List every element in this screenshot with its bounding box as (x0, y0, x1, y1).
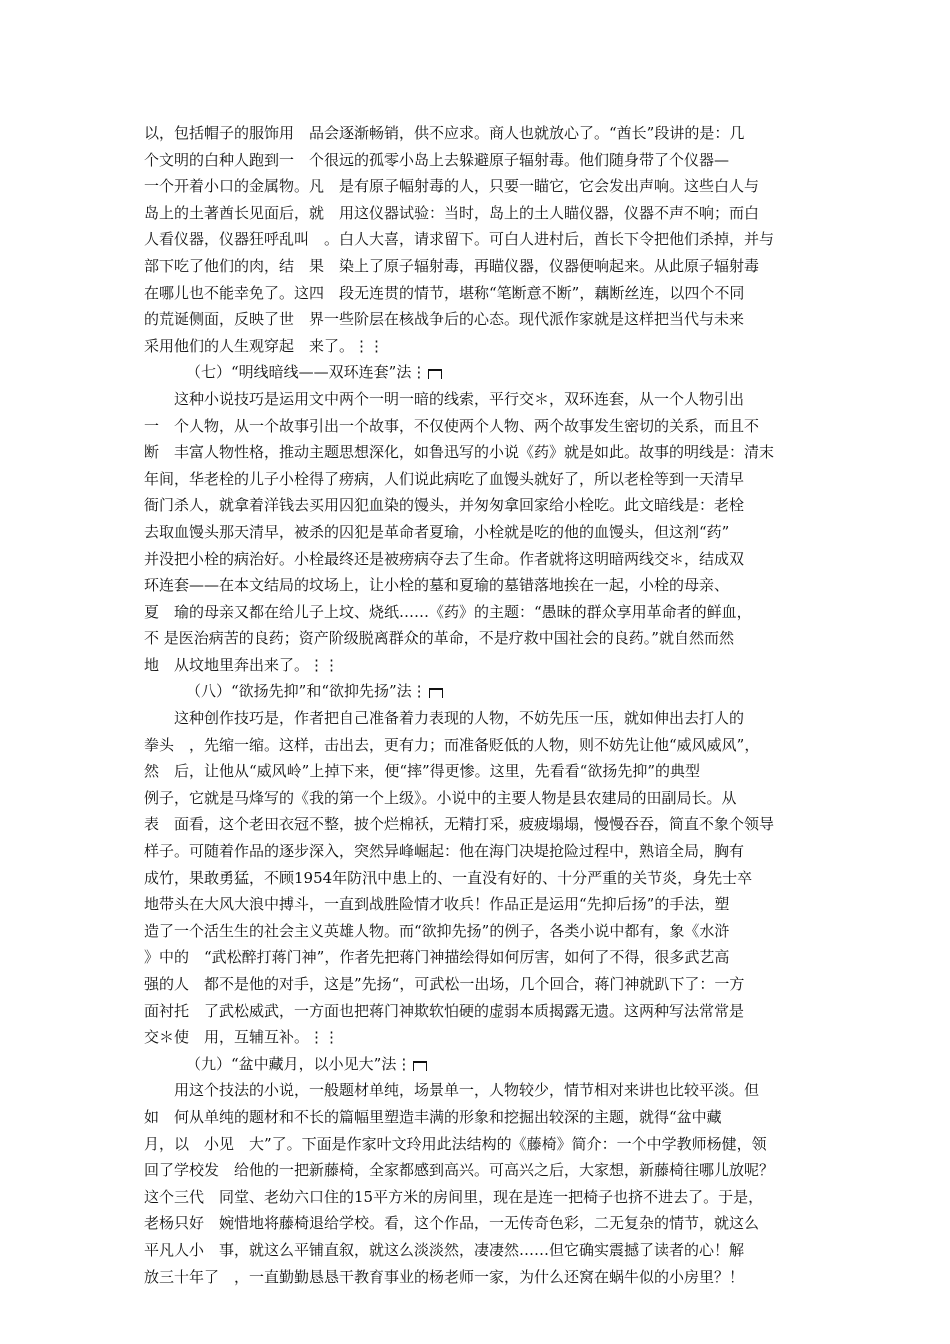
text-line: 表 面看，这个老田衣冠不整，披个烂棉袄，无精打采，疲疲塌塌，慢慢吞吞，简直不象个领导 (144, 815, 775, 834)
text-line: 并没把小栓的病治好。小栓最终还是被痨病夺去了生命。作者就将这明暗两线交＊，结成双 (144, 549, 745, 568)
bracket-glyph-icon (428, 369, 442, 379)
text-line: 造了一个活生生的社会主义英雄人物。而“欲抑先扬”的例子，各类小说中都有，象《水浒 (144, 921, 730, 940)
text-line: 然 后，让他从“威风岭”上掉下来，便“摔”得更惨。这里，先看看“欲扬先抑”的典型 (144, 762, 701, 781)
text-line: 部下吃了他们的肉，结 果 染上了原子辐射毒，再瞄仪器，仪器便响起来。从此原子辐射毒 (144, 256, 760, 275)
text-line: 样子。可随着作品的逐步深入，突然异峰崛起：他在海门决堤抢险过程中，熟谙全局，胸有 (144, 842, 745, 861)
text-line: 夏 瑜的母亲又都在给儿子上坟、烧纸……《药》的主题：“愚昧的群众享用革命者的鲜血， (144, 602, 752, 621)
text-line: 一 个人物，从一个故事引出一个故事，不仅使两个人物、两个故事发生密切的关系，而且不 (144, 416, 760, 435)
text-line: 交＊使 用，互辅互补。⋮⋮ (144, 1028, 340, 1047)
text-line: 这种创作技巧是，作者把自己准备着力表现的人物，不妨先压一压，就如伸出去打人的 (174, 709, 745, 728)
text-line: 去取血馒头那天清早，被杀的囚犯是革命者夏瑜，小栓就是吃的他的血馒头，但这剂“药” (144, 522, 730, 541)
bracket-glyph-icon (429, 688, 443, 698)
section-8-paragraph (144, 705, 808, 1051)
text-line: 例子，它就是马烽写的《我的第一个上级》。小说中的主要人物是县农建局的田副局长。从 (144, 788, 737, 807)
text-line: 地 从坟地里奔出来了。⋮⋮ (144, 655, 340, 674)
section-heading-8: （八）“欲扬先抑”和“欲抑先扬”法⋮ (144, 678, 808, 705)
text-line: 个文明的白种人跑到一 个很远的孤零小岛上去躲避原子辐射毒。他们随身带了个仪器— (144, 150, 730, 169)
section-7-paragraph (144, 386, 808, 679)
text-line: 老杨只好 婉惜地将藤椅退给学校。看，这个作品，一无传奇色彩，二无复杂的情节，就这么 (144, 1214, 760, 1233)
text-line: 岛上的土著酋长见面后，就 用这仪器试验：当时，岛上的土人瞄仪器，仪器不声不响；而白 (144, 203, 760, 222)
section-9-paragraph (144, 1077, 808, 1290)
text-line: 在哪儿也不能幸免了。这四 段无连贯的情节，堪称“笔断意不断”，藕断丝连，以四个不同 (144, 283, 745, 302)
text-line: 断 丰富人物性格，推动主题思想深化，如鲁迅写的小说《药》就是如此。故事的明线是：清末 (144, 443, 775, 462)
text-line: 的荒诞侧面，反映了世 界一些阶层在核战争后的心态。现代派作家就是这样把当代与未来 (144, 310, 745, 329)
text-line: 年间，华老栓的儿子小栓得了痨病，人们说此病吃了血馒头就好了，所以老栓等到一天清早 (144, 469, 745, 488)
section-heading-7: （七）“明线暗线——双环连套”法⋮ (144, 359, 808, 386)
text-line: 一个开着小口的金属物。凡 是有原子幅射毒的人，只要一瞄它，它会发出声响。这些白人与 (144, 177, 760, 196)
text-line: 以，包括帽子的服饰用 品会逐渐畅销，供不应求。商人也就放心了。“酋长”段讲的是：几 (144, 124, 745, 142)
document-body (144, 120, 808, 1290)
text-line: 环连套——在本文结局的坟场上，让小栓的墓和夏瑜的墓错落地挨在一起，小栓的母亲、 (144, 576, 730, 595)
text-line: 这个三代 同堂、老幼六口住的15平方米的房间里，现在是连一把椅子也挤不进去了。于是， (144, 1187, 764, 1206)
text-line: 强的人 都不是他的对手，这是”先扬“，可武松一出场，几个回合，蒋门神就趴下了：一方 (144, 975, 745, 993)
text-line: 人看仪器，仪器狂呼乱叫 。白人大喜，请求留下。可白人进村后，酋长下令把他们杀掉，并与 (144, 230, 775, 249)
text-line: 这种小说技巧是运用文中两个一明一暗的线索，平行交＊，双环连套，从一个人物引出 (174, 389, 745, 408)
text-line: 成竹，果敢勇猛，不顾1954年防汛中患上的、一直没有好的、十分严重的关节炎，身先士卒 (144, 868, 753, 887)
text-line: 采用他们的人生观穿起 来了。⋮⋮ (144, 336, 385, 355)
section-heading-9: （九）“盆中藏月，以小见大”法⋮ (144, 1051, 808, 1078)
text-line: 如 何从单纯的题材和不长的篇幅里塑造丰满的形象和挖掘出较深的主题，就得“盆中藏 (144, 1107, 722, 1126)
text-line: 回了学校发 给他的一把新藤椅，全家都感到高兴。可高兴之后，大家想，新藤椅往哪儿放呢？ (144, 1161, 775, 1180)
text-line: 用这个技法的小说，一般题材单纯，场景单一，人物较少，情节相对来讲也比较平淡。但 (174, 1081, 760, 1100)
text-line: 月，以 小见 大”了。下面是作家叶文玲用此法结构的《藤椅》简介：一个中学教师杨健，领 (144, 1134, 767, 1153)
text-line: 不 是医治病苦的良药；资产阶级脱离群众的革命，不是疗救中国社会的良药。”就自然而然 (144, 629, 734, 648)
text-line: 拳头 ，先缩一缩。这样，击出去，更有力；而准备贬低的人物，则不妨先让他“威风威风”， (144, 735, 760, 754)
text-line: 放三十年了 ，一直勤勤恳恳干教育事业的杨老师一家，为什么还窝在蜗牛似的小房里？！ (144, 1267, 745, 1286)
text-line: 面衬托 了武松威武，一方面也把蒋门神欺软怕硬的虚弱本质揭露无遗。这两种写法常常是 (144, 1001, 745, 1020)
text-line: 地带头在大风大浪中搏斗，一直到战胜险情才收兵！作品正是运用“先抑后扬”的手法，塑 (144, 895, 730, 914)
opening-paragraph (144, 120, 808, 359)
text-line: 平凡人小 事，就这么平铺直叙，就这么淡淡然，凄凄然……但它确实震撼了读者的心！解 (144, 1240, 745, 1259)
bracket-glyph-icon (413, 1061, 427, 1071)
text-line: 衙门杀人，就拿着洋钱去买用囚犯血染的馒头，并匆匆拿回家给小栓吃。此文暗线是：老栓 (144, 496, 745, 515)
text-line: 》中的 “武松醉打蒋门神”，作者先把蒋门神描绘得如何厉害，如何了不得，很多武艺高 (144, 948, 730, 967)
